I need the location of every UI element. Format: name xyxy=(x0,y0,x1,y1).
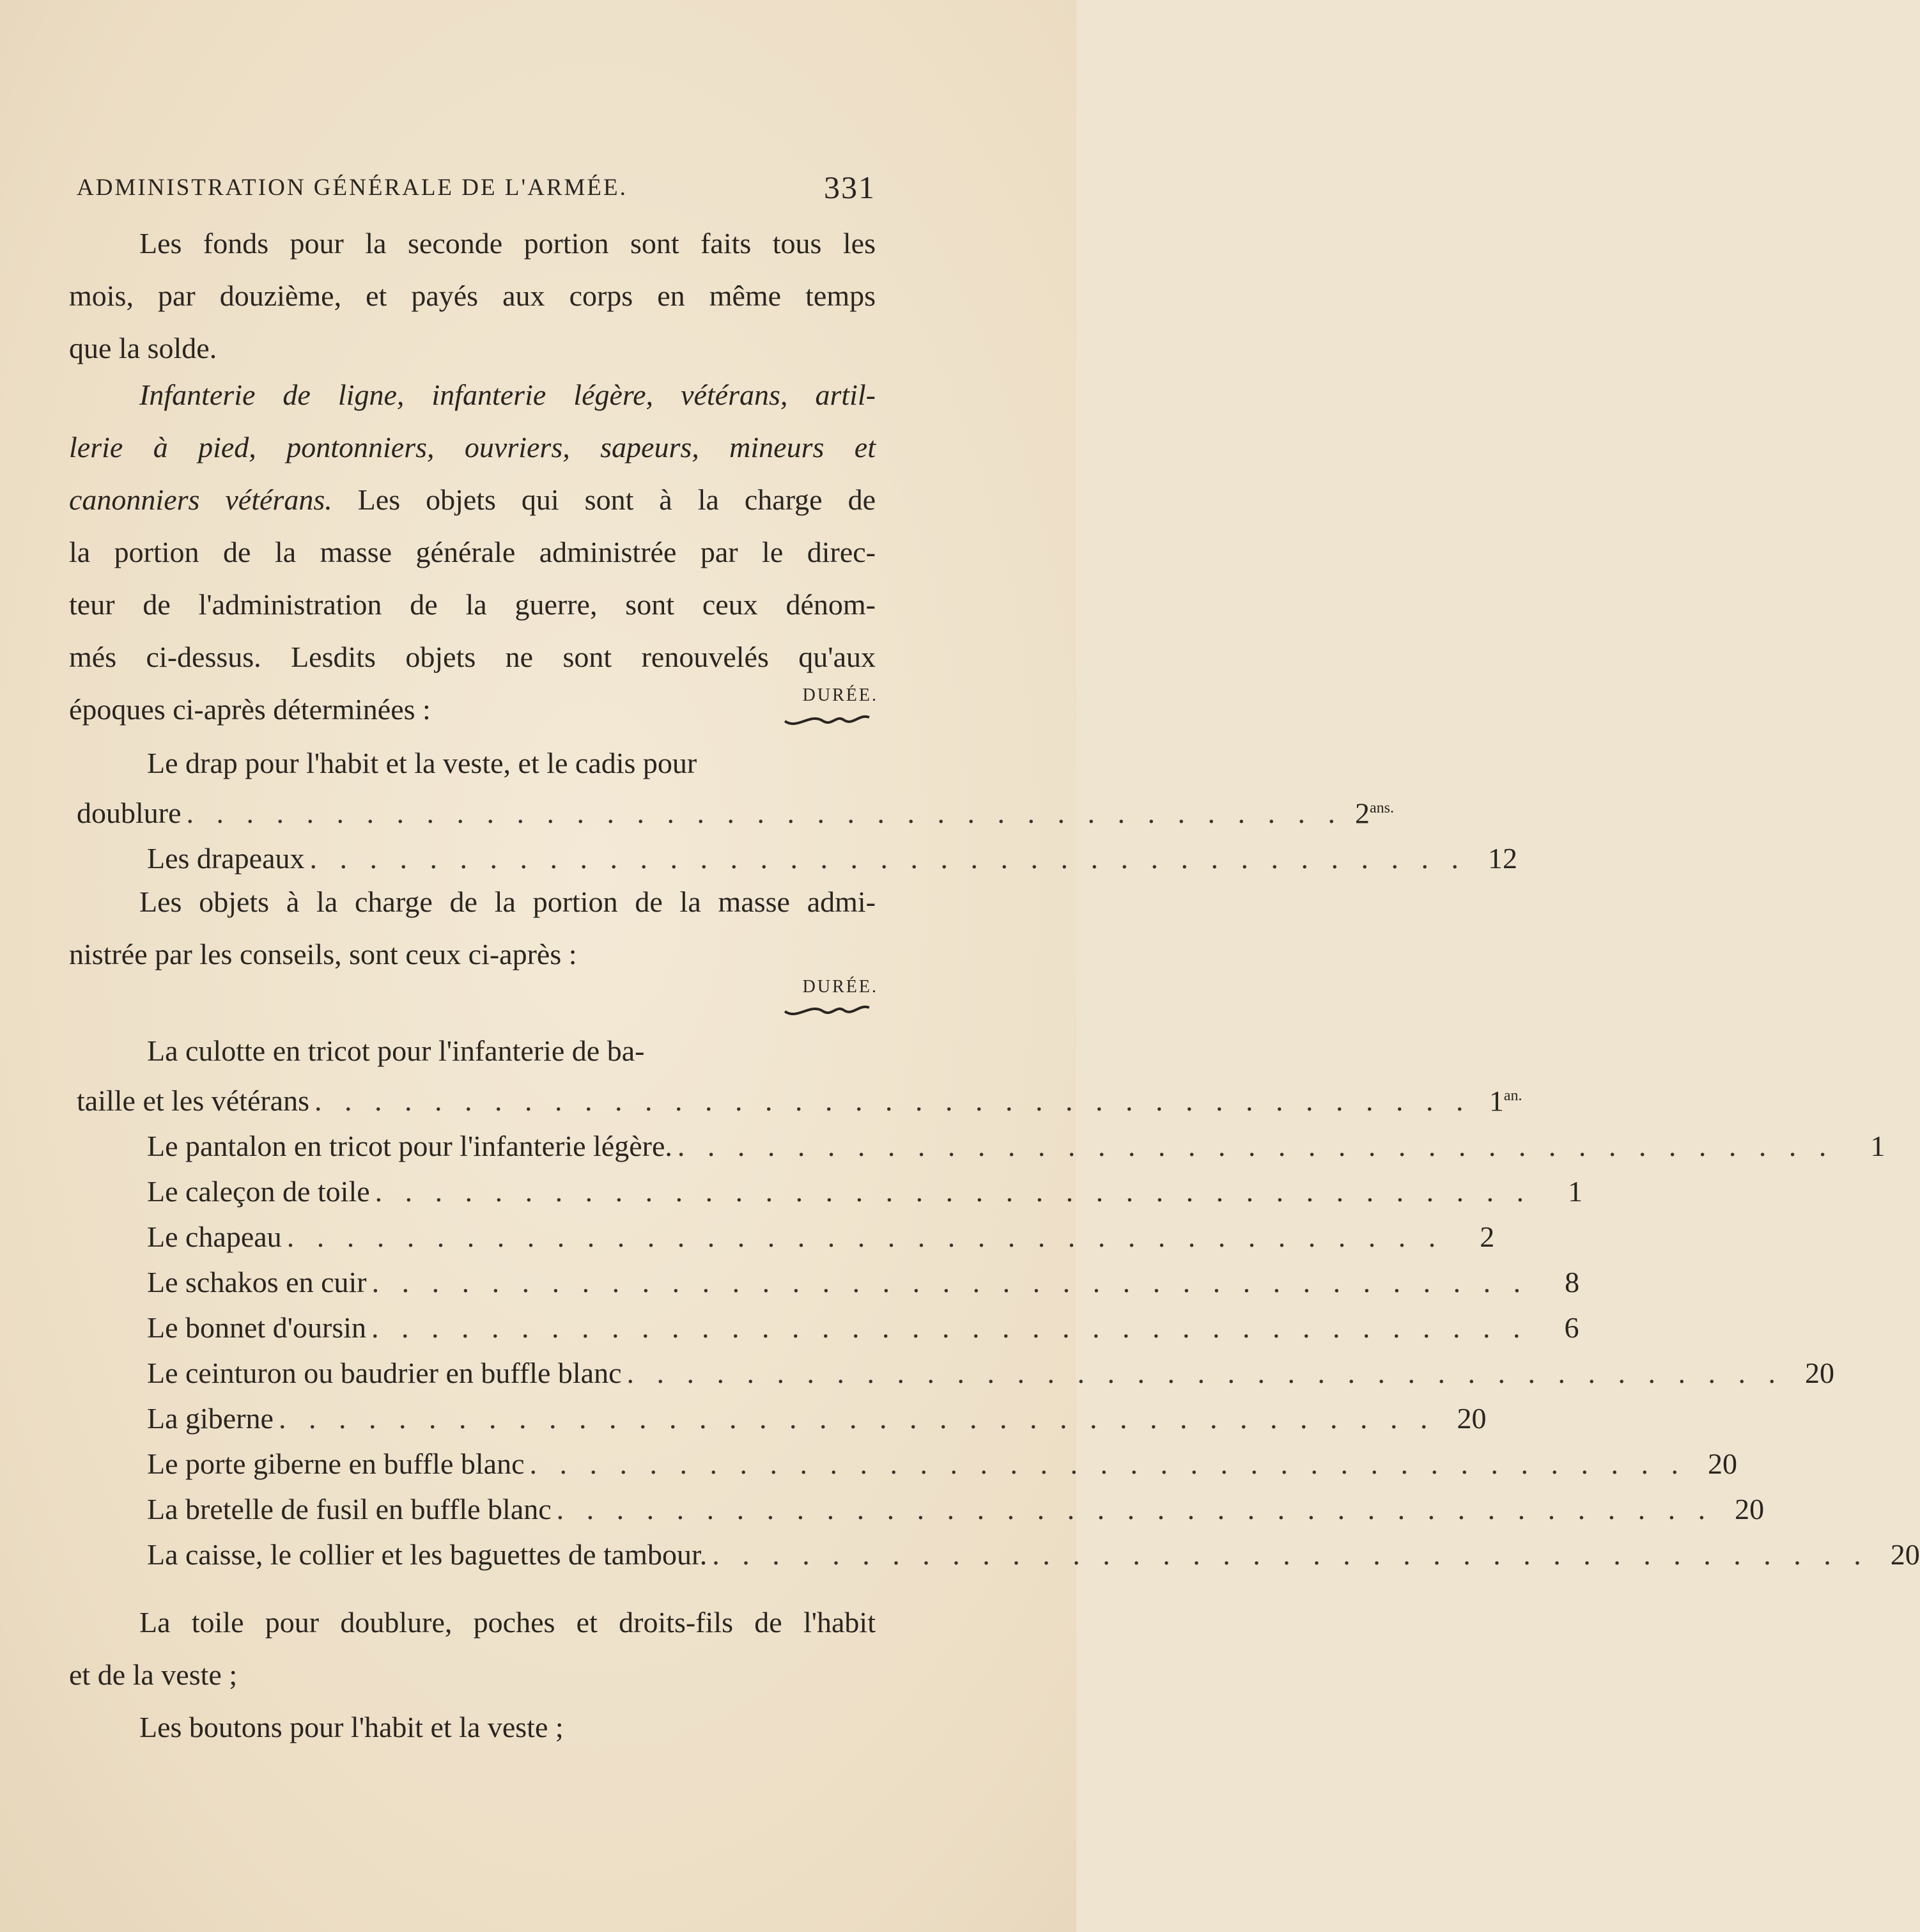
item-value: $2^{ans.}$ xyxy=(1355,797,1395,830)
list-item xyxy=(77,1486,1765,1532)
swash-ornament xyxy=(782,708,872,731)
text-line: époques ci-après déterminées : xyxy=(69,693,431,726)
leader-dots: . . . . . . . . . . . . . . . . . . . . . . . . . . . . . . . . . . . . . . . xyxy=(556,1493,1714,1526)
leader-dots: . . . . . . . . . . . . . . . . . . . . . . . . . . . . . . . . . . . . . . . xyxy=(529,1447,1686,1481)
item-value: 20 xyxy=(1735,1493,1765,1526)
leader-dots: . . . . . . . . . . . . . . . . . . . . . . . . . . . . . . . . . . . . . . . xyxy=(309,842,1466,875)
item-label: Le bonnet d'oursin xyxy=(147,1311,367,1344)
text-italic: canonniers vétérans. xyxy=(69,483,332,516)
leader-dots: . . . . . . . . . . . . . . . . . . . . . . . . . . . . . . . . . . . . . . . xyxy=(626,1357,1784,1390)
page-number: 331 xyxy=(824,169,876,205)
item-value: 20 xyxy=(1457,1402,1487,1435)
item-label: taille et les vétérans xyxy=(77,1084,310,1118)
leader-dots: . . . . . . . . . . . . . . . . . . . . . . . . . . . . . . . . . . . . . . . xyxy=(278,1402,1436,1435)
item-value: 12 xyxy=(1488,842,1517,875)
leader-dots: . . . . . . . . . . . . . . . . . . . . . . . . . . . . . . . . . . . . . . . xyxy=(677,1130,1834,1163)
text-run: Les objets qui sont à la charge de xyxy=(332,483,876,516)
list-item xyxy=(77,1441,1737,1486)
text-line: Les fonds pour la seconde portion sont faits tous les xyxy=(139,227,876,260)
text-line: Infanterie de ligne, infanterie légère, vétérans, artil- xyxy=(139,378,876,411)
leader-dots: . . . . . . . . . . . . . . . . . . . . . . . . . . . . . . . . . . . . . . . xyxy=(371,1311,1528,1344)
duree-heading: DURÉE. xyxy=(802,977,878,997)
list-item xyxy=(77,1259,1580,1305)
item-label: Le ceinturon ou baudrier en buffle blanc xyxy=(147,1357,622,1390)
list-item-line: Le drap pour l'habit et la veste, et le cadis pour xyxy=(147,747,697,779)
item-value: 1 xyxy=(1568,1175,1583,1208)
item-label: La bretelle de fusil en buffle blanc xyxy=(147,1493,552,1526)
item-label: La giberne xyxy=(147,1402,274,1435)
duree-heading: DURÉE. xyxy=(802,685,878,705)
list-item xyxy=(77,1396,1487,1441)
item-label: La caisse, le collier et les baguettes de tambour. xyxy=(147,1538,708,1571)
text-line: et de la veste ; xyxy=(69,1658,238,1691)
item-label: Le caleçon de toile xyxy=(147,1175,370,1208)
item-value: 20 xyxy=(1805,1357,1835,1390)
leader-dots: . . . . . . . . . . . . . . . . . . . . . . . . . . . . . . . . . . . . . . . xyxy=(186,797,1343,830)
list-item xyxy=(77,1073,1522,1123)
unit-superscript: an. xyxy=(1503,1087,1522,1104)
list-item-line: La culotte en tricot pour l'infanterie de ba- xyxy=(147,1034,645,1067)
item-value: $1^{an.}$ xyxy=(1489,1084,1522,1118)
text-line: teur de l'administration de la guerre, sont ceux dénom- xyxy=(69,588,876,621)
item-value: 6 xyxy=(1564,1311,1579,1344)
text-line: Les boutons pour l'habit et la veste ; xyxy=(139,1711,564,1743)
text-line: lerie à pied, pontonniers, ouvriers, sapeurs, mineurs et xyxy=(69,431,876,464)
item-value: 2 xyxy=(1480,1220,1495,1254)
text-line: que la solde. xyxy=(69,332,217,364)
item-label: Le porte giberne en buffle blanc xyxy=(147,1447,525,1481)
text-line: mois, par douzième, et payés aux corps en même temps xyxy=(69,279,876,312)
item-value: 20 xyxy=(1890,1538,1920,1571)
item-label: Le chapeau xyxy=(147,1220,282,1254)
leader-dots: . . . . . . . . . . . . . . . . . . . . . . . . . . . . . . . . . . . . . . . xyxy=(286,1220,1444,1254)
text-line: més ci-dessus. Lesdits objets ne sont renouvelés qu'aux xyxy=(69,641,876,673)
list-item xyxy=(77,1350,1835,1396)
item-label: Le schakos en cuir xyxy=(147,1266,367,1299)
list-item xyxy=(77,1305,1579,1350)
list-item xyxy=(77,836,1517,881)
item-label: Le pantalon en tricot pour l'infanterie légère. xyxy=(147,1130,672,1163)
text-line xyxy=(69,474,876,526)
list-item xyxy=(77,1214,1495,1259)
header-title: ADMINISTRATION GÉNÉRALE DE L'ARMÉE. xyxy=(77,175,628,201)
text-line: Les objets à la charge de la portion de la masse admi- xyxy=(139,885,876,918)
text-line: nistrée par les conseils, sont ceux ci-après : xyxy=(69,938,577,970)
leader-dots: . . . . . . . . . . . . . . . . . . . . . . . . . . . . . . . . . . . . . . . xyxy=(375,1175,1532,1208)
list-item xyxy=(77,1532,1920,1577)
item-value: 1 xyxy=(1870,1130,1885,1163)
text-line: La toile pour doublure, poches et droits-fils de l'habit xyxy=(139,1606,876,1639)
item-value: 20 xyxy=(1708,1447,1737,1481)
running-header xyxy=(77,169,876,205)
leader-dots: . . . . . . . . . . . . . . . . . . . . . . . . . . . . . . . . . . . . . . . xyxy=(712,1538,1869,1571)
unit-superscript: ans. xyxy=(1370,800,1395,816)
swash-ornament xyxy=(782,999,872,1022)
leader-dots: . . . . . . . . . . . . . . . . . . . . . . . . . . . . . . . . . . . . . . . xyxy=(314,1084,1471,1118)
paragraph-infantry xyxy=(69,369,876,736)
paragraph-conseils xyxy=(69,876,876,981)
list-duration-2 xyxy=(77,1028,1920,1577)
list-duration-1 xyxy=(77,740,1517,881)
paragraph-toile xyxy=(69,1596,876,1754)
text-line: la portion de la masse générale administrée par le direc- xyxy=(69,536,876,568)
list-item xyxy=(77,786,1395,836)
item-label: doublure xyxy=(77,797,182,830)
leader-dots: . . . . . . . . . . . . . . . . . . . . . . . . . . . . . . . . . . . . . . . xyxy=(371,1266,1529,1299)
item-value: 8 xyxy=(1565,1266,1580,1299)
list-item xyxy=(77,1123,1885,1169)
item-label: Les drapeaux xyxy=(147,842,305,875)
list-item xyxy=(77,1169,1583,1214)
paragraph-funds xyxy=(69,217,876,375)
